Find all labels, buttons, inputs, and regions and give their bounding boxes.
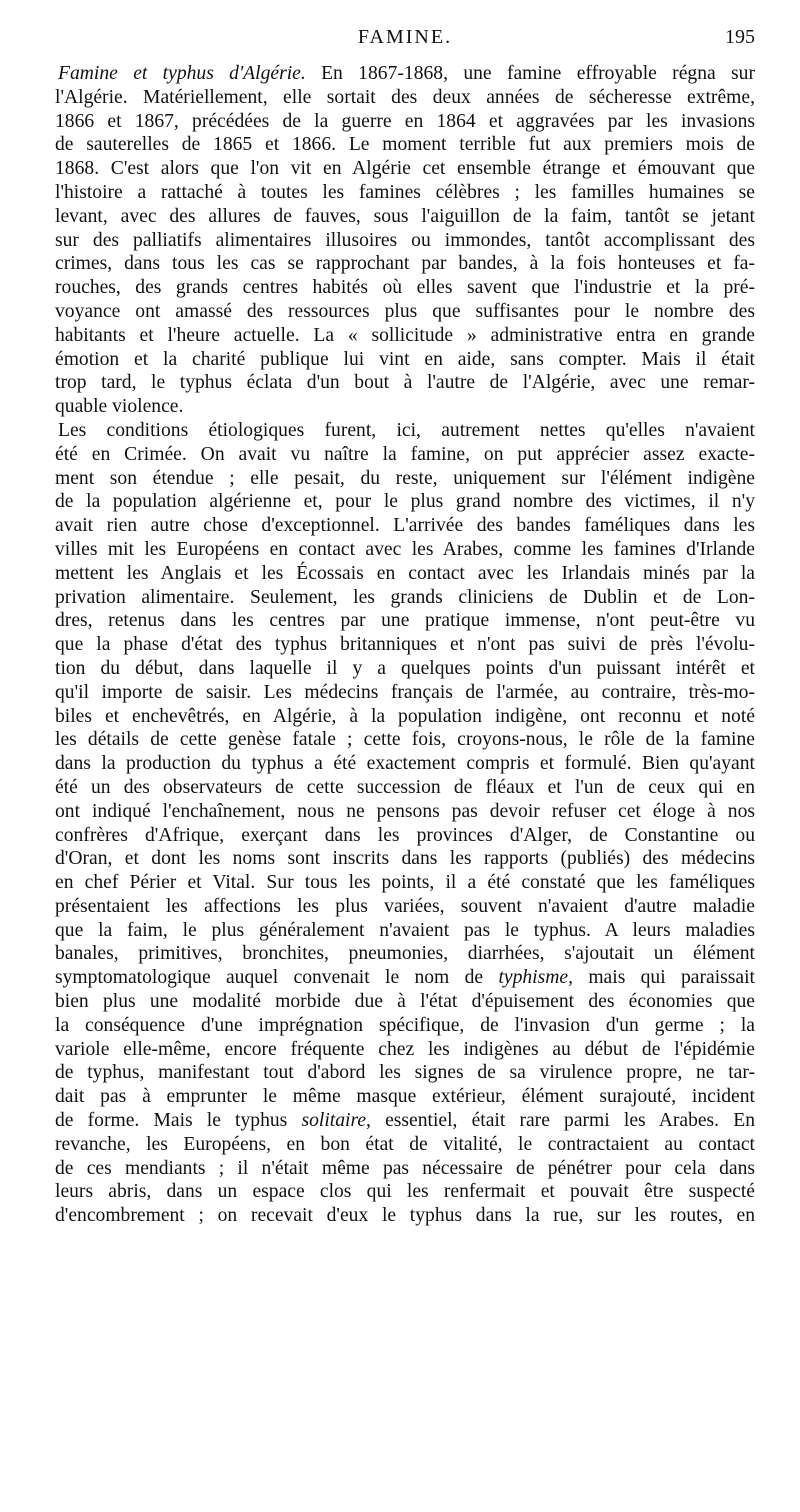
text-line: d'Oran, et dont les noms sont inscrits dans les rapports (publiés) des médecins (55, 848, 755, 870)
text-line: Famine et typhus d'Algérie. En 1867-1868, une famine effroyable régna sur (58, 63, 755, 84)
text-line: l'histoire a rattaché à toutes les famines célèbres ; les familles humaines se (55, 181, 755, 203)
text-line: confrères d'Afrique, exerçant dans les provinces d'Alger, de Constantine ou (55, 824, 755, 846)
text-line: d'encombrement ; on recevait d'eux le typhus dans la rue, sur les routes, en (55, 1205, 755, 1227)
text-line: en chef Périer et Vital. Sur tous les points, il a été constaté que les faméliques (55, 872, 755, 894)
text-line: trop tard, le typhus éclata d'un bout à l'autre de l'Algérie, avec une remar- (55, 372, 755, 394)
text-line: quable violence. (55, 396, 184, 418)
text-line: variole elle-même, encore fréquente chez les indigènes au début de l'épidémie (55, 1038, 755, 1060)
text-line: émotion et la charité publique lui vint en aide, sans compter. Mais il était (55, 348, 755, 370)
text-line: l'Algérie. Matériellement, elle sortait des deux années de sécheresse extrême, (55, 86, 755, 108)
text-line: rouches, des grands centres habités où elles savent que l'industrie et la pré- (55, 277, 755, 299)
text-line: revanche, les Européens, en bon état de vitalité, le contractaient au contact (55, 1133, 755, 1155)
text-line: leurs abris, dans un espace clos qui les renfermait et pouvait être suspecté (55, 1181, 755, 1203)
text-line: symptomatologique auquel convenait le nom de typhisme, mais qui paraissait (55, 967, 755, 989)
text-line: 1868. C'est alors que l'on vit en Algérie cet ensemble étrange et émouvant que (55, 158, 755, 180)
emphasis-term: solitaire (301, 1110, 367, 1132)
section-heading: Famine et typhus d'Algérie. (58, 63, 306, 84)
text-line: privation alimentaire. Seulement, les grands cliniciens de Dublin et de Lon- (55, 586, 755, 608)
text-line: la conséquence d'une imprégnation spécifique, de l'invasion d'un germe ; la (55, 1014, 755, 1036)
text-line: biles et enchevêtrés, en Algérie, à la population indigène, ont reconnu et noté (55, 705, 755, 727)
text-line: crimes, dans tous les cas se rapprochant par bandes, à la fois honteuses et fa- (55, 253, 755, 275)
text-line: dait pas à emprunter le même masque extérieur, élément surajouté, incident (55, 1086, 755, 1108)
body-text (55, 62, 755, 1228)
text-line: de la population algérienne et, pour le plus grand nombre des victimes, il n'y (55, 491, 755, 513)
text-line: de sauterelles de 1865 et 1866. Le moment terrible fut aux premiers mois de (55, 134, 755, 156)
text-line: qu'il importe de saisir. Les médecins français de l'armée, au contraire, très-mo- (55, 681, 755, 703)
text-line: dres, retenus dans les centres par une pratique immense, n'ont peut-être vu (55, 610, 755, 632)
text-line: bien plus une modalité morbide due à l'état d'épuisement des économies que (55, 991, 755, 1013)
text-line: les détails de cette genèse fatale ; cette fois, croyons-nous, le rôle de la famine (55, 729, 755, 751)
running-title: FAMINE. (357, 26, 453, 48)
text-line: dans la production du typhus a été exactement compris et formulé. Bien qu'ayant (55, 753, 755, 775)
text-line: tion du début, dans laquelle il y a quelques points d'un puissant intérêt et (55, 657, 755, 679)
text-line: été un des observateurs de cette succession de fléaux et l'un de ceux qui en (55, 776, 755, 798)
text-line: villes mit les Européens en contact avec les Arabes, comme les famines d'Irlande (55, 538, 755, 560)
text-line: sur des palliatifs alimentaires illusoires ou immondes, tantôt accomplissant des (55, 229, 755, 251)
text-line: mettent les Anglais et les Écossais en contact avec les Irlandais minés par la (55, 562, 755, 584)
text-line: ont indiqué l'enchaînement, nous ne pensons pas devoir refuser cet éloge à nos (55, 800, 755, 822)
text-line: été en Crimée. On avait vu naître la famine, on put apprécier assez exacte- (55, 443, 755, 465)
text-line: avait rien autre chose d'exceptionnel. L'arrivée des bandes faméliques dans les (55, 515, 755, 537)
text-line: banales, primitives, bronchites, pneumonies, diarrhées, s'ajoutait un élément (55, 943, 755, 965)
paragraph-famine-algerie (55, 62, 755, 419)
text-line: de ces mendiants ; il n'était même pas nécessaire de pénétrer pour cela dans (55, 1157, 755, 1179)
text-line: ment son étendue ; elle pesait, du reste, uniquement sur l'élément indigène (55, 467, 755, 489)
text-line: de forme. Mais le typhus solitaire, essentiel, était rare parmi les Arabes. En (55, 1110, 755, 1132)
text-line: présentaient les affections les plus variées, souvent n'avaient d'autre maladie (55, 895, 755, 917)
text-line: Les conditions étiologiques furent, ici, autrement nettes qu'elles n'avaient (58, 419, 755, 441)
page-number: 195 (725, 26, 755, 48)
text-line: habitants et l'heure actuelle. La « sollicitude » administrative entra en grande (55, 324, 755, 346)
text-line: que la faim, le plus généralement n'avaient pas le typhus. A leurs maladies (55, 919, 755, 941)
paragraph-etiologic-conditions (55, 419, 755, 1228)
text-line: que la phase d'état des typhus britanniques et n'ont pas suivi de près l'évolu- (55, 634, 755, 656)
text-line: 1866 et 1867, précédées de la guerre en 1864 et aggravées par les invasions (55, 110, 755, 132)
page-header (55, 26, 755, 56)
emphasis-term: typhisme (498, 967, 569, 989)
text-line: de typhus, manifestant tout d'abord les signes de sa virulence propre, ne tar- (55, 1062, 755, 1084)
text-line: levant, avec des allures de fauves, sous l'aiguillon de la faim, tantôt se jetant (55, 205, 755, 227)
text-line: voyance ont amassé des ressources plus que suffisantes pour le nombre des (55, 300, 755, 322)
